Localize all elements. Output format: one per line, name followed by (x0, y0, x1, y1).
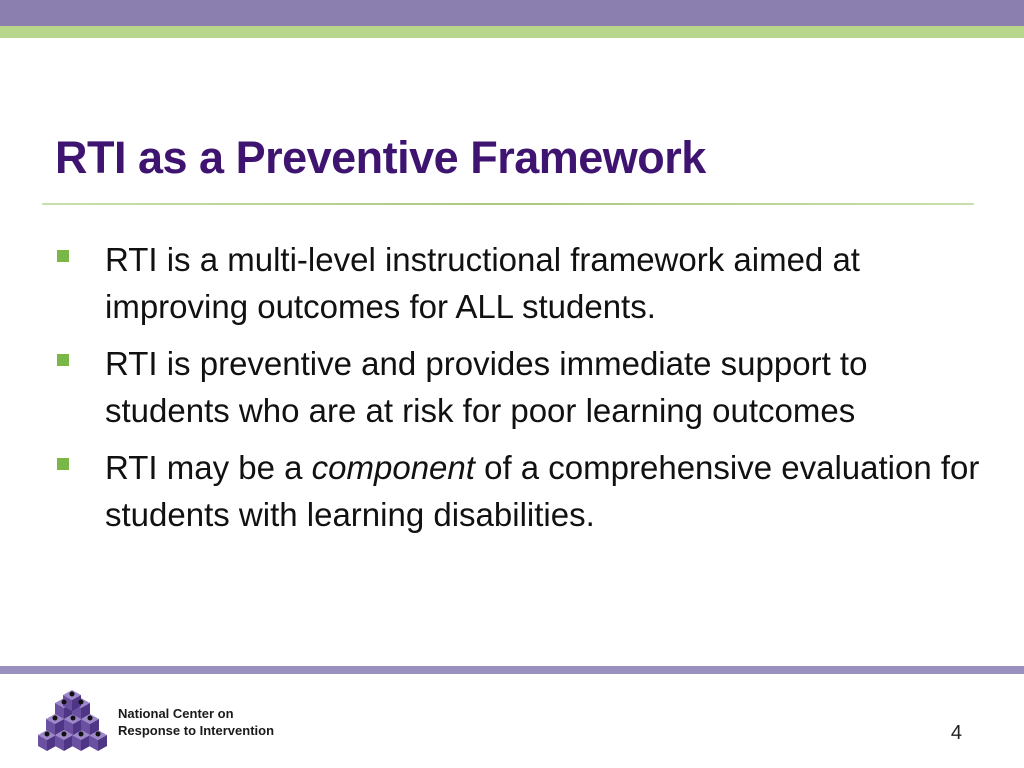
page-number: 4 (950, 722, 962, 744)
stacked-cubes-logo-icon (38, 690, 108, 754)
slide-title: RTI as a Preventive Framework (55, 132, 706, 183)
title-divider (42, 203, 974, 205)
bullet-text: RTI is a multi-level instructional framework aimed at improving outcomes for ALL students. (105, 241, 860, 325)
bullet-list (55, 236, 985, 548)
emphasized-word: component (311, 449, 475, 486)
bullet-item (55, 236, 985, 330)
org-name-line-1: National Center on (118, 706, 234, 721)
bottom-accent-bar (0, 666, 1024, 674)
square-bullet-icon (57, 458, 69, 470)
bullet-item (55, 340, 985, 434)
organization-name (118, 705, 274, 739)
bullet-text: RTI is preventive and provides immediate support to students who are at risk for poor learning outcomes (105, 345, 868, 429)
bullet-text: RTI may be a component of a comprehensive evaluation for students with learning disabilities. (105, 449, 980, 533)
org-name-line-2: Response to Intervention (118, 723, 275, 738)
bullet-item (55, 444, 985, 538)
square-bullet-icon (57, 354, 69, 366)
top-accent-bar-green (0, 26, 1024, 38)
square-bullet-icon (57, 250, 69, 262)
top-accent-bar-purple (0, 0, 1024, 26)
